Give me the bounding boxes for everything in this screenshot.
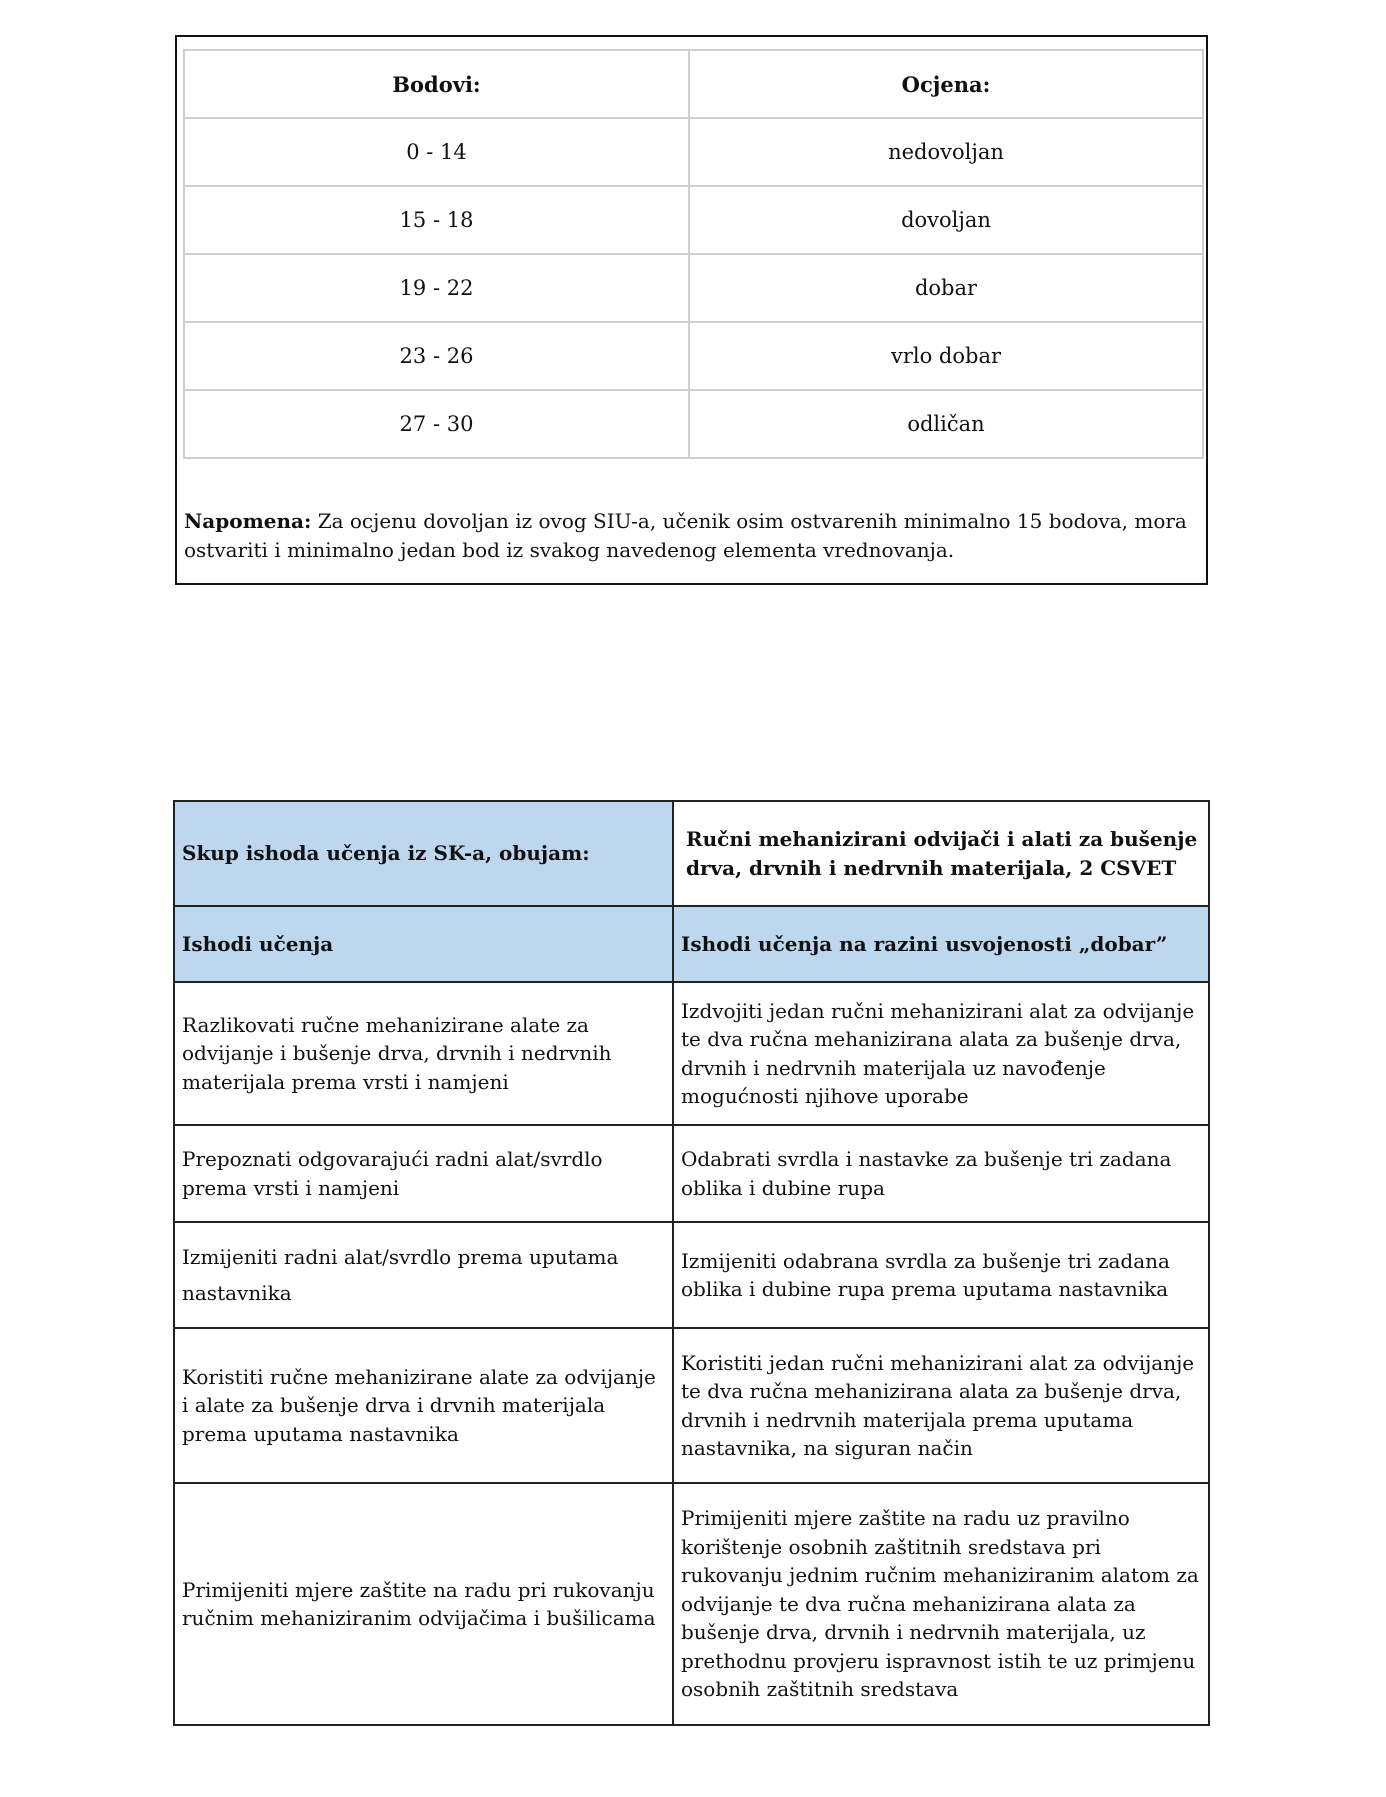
good-level-cell: Izdvojiti jedan ručni mehanizirani alat za odvijanje te dva ručna mehanizirana alata za bušenje drva, drvnih i nedrvnih materijala uz navođenje mogućnosti njihove uporabe <box>673 982 1209 1125</box>
points-cell: 19 - 22 <box>184 254 689 322</box>
outcome-cell: Primijeniti mjere zaštite na radu pri rukovanju ručnim mehaniziranim odvijačima i bušilicama <box>174 1483 673 1725</box>
outcome-set-row <box>174 801 1209 906</box>
note-label: Napomena: <box>184 509 312 533</box>
grading-header-row <box>184 50 1203 118</box>
outcome-header-row <box>174 906 1209 982</box>
grading-box <box>175 35 1208 585</box>
table-row <box>174 982 1209 1125</box>
outcome-cell: Razlikovati ručne mehanizirane alate za odvijanje i bušenje drva, drvnih i nedrvnih materijala prema vrsti i namjeni <box>174 982 673 1125</box>
outcome-set-label: Skup ishoda učenja iz SK-a, obujam: <box>174 801 673 906</box>
table-row <box>174 1125 1209 1222</box>
table-row <box>174 1483 1209 1725</box>
good-level-cell: Odabrati svrdla i nastavke za bušenje tri zadana oblika i dubine rupa <box>673 1125 1209 1222</box>
outcome-set-value: Ručni mehanizirani odvijači i alati za bušenje drva, drvnih i nedrvnih materijala, 2 CSVET <box>673 801 1209 906</box>
learning-outcomes-table <box>173 800 1210 1726</box>
table-row <box>184 390 1203 458</box>
grade-cell: dobar <box>689 254 1203 322</box>
grade-cell: nedovoljan <box>689 118 1203 186</box>
table-row <box>174 1222 1209 1328</box>
points-cell: 23 - 26 <box>184 322 689 390</box>
good-level-cell: Primijeniti mjere zaštite na radu uz pravilno korištenje osobnih zaštitnih sredstava pri rukovanju jednim ručnim mehaniziranim alatom za odvijanje te dva ručna mehanizirana alata za bušenje drva, drvnih i nedrvnih materijala, uz prethodnu provjeru ispravnost istih te uz primjenu osobnih zaštitnih sredstava <box>673 1483 1209 1725</box>
good-level-cell: Koristiti jedan ručni mehanizirani alat za odvijanje te dva ručna mehanizirana alata za bušenje drva, drvnih i nedrvnih materijala prema uputama nastavnika, na siguran način <box>673 1328 1209 1483</box>
grade-header: Ocjena: <box>689 50 1203 118</box>
good-level-column-header: Ishodi učenja na razini usvojenosti „dobar” <box>673 906 1209 982</box>
outcome-cell: Prepoznati odgovarajući radni alat/svrdlo prema vrsti i namjeni <box>174 1125 673 1222</box>
table-row <box>184 186 1203 254</box>
points-header: Bodovi: <box>184 50 689 118</box>
table-row <box>184 118 1203 186</box>
outcomes-column-header: Ishodi učenja <box>174 906 673 982</box>
grade-cell: odličan <box>689 390 1203 458</box>
table-row <box>184 254 1203 322</box>
good-level-cell: Izmijeniti odabrana svrdla za bušenje tri zadana oblika i dubine rupa prema uputama nastavnika <box>673 1222 1209 1328</box>
points-cell: 0 - 14 <box>184 118 689 186</box>
grade-cell: vrlo dobar <box>689 322 1203 390</box>
table-row <box>174 1328 1209 1483</box>
points-cell: 15 - 18 <box>184 186 689 254</box>
outcome-cell: Koristiti ručne mehanizirane alate za odvijanje i alate za bušenje drva i drvnih materijala prema uputama nastavnika <box>174 1328 673 1483</box>
grading-table <box>183 49 1204 459</box>
grading-note <box>184 507 1194 565</box>
note-text: Za ocjenu dovoljan iz ovog SIU-a, učenik osim ostvarenih minimalno 15 bodova, mora ostvariti i minimalno jedan bod iz svakog navedenog elementa vrednovanja. <box>184 509 1187 562</box>
grade-cell: dovoljan <box>689 186 1203 254</box>
table-row <box>184 322 1203 390</box>
outcome-cell: Izmijeniti radni alat/svrdlo prema uputama nastavnika <box>174 1222 673 1328</box>
points-cell: 27 - 30 <box>184 390 689 458</box>
